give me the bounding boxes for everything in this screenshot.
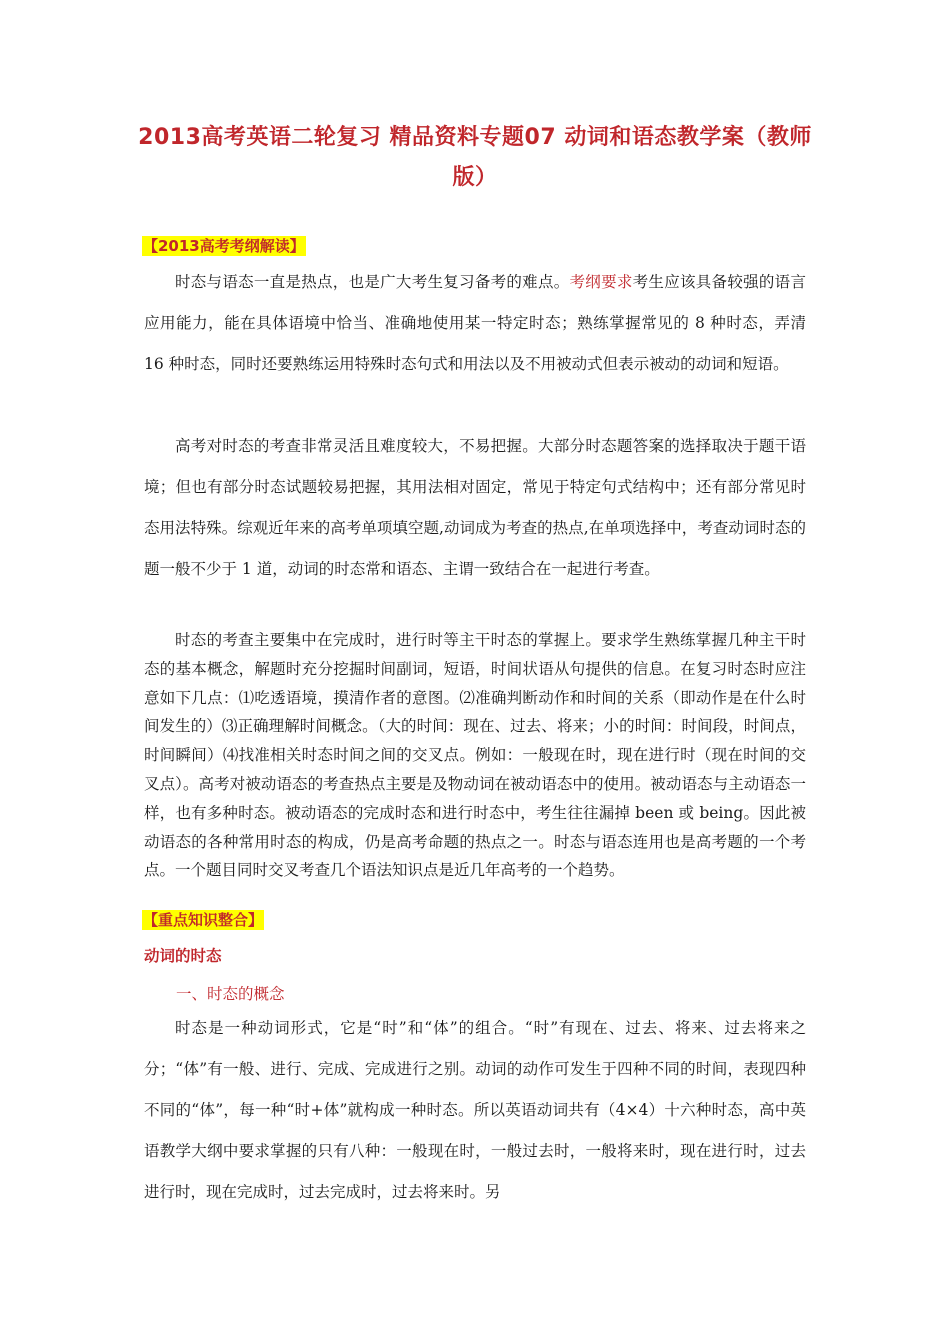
paragraph-tense-concept: 时态是一种动词形式，它是“时”和“体”的组合。“时”有现在、过去、将来、过去将来之分；“体”有一般、进行、完成、完成进行之别。动词的动作可发生于四种不同的时间，表现四种不同的“体”，每一种“时+体”就构成一种时态。所以英语动词共有（4×4）十六种时态，高中英语教学大纲中要求掌握的只有八种：一般现在时，一般过去时，一般将来时，现在进行时，过去进行时，现在完成时，过去完成时，过去将来时。另 <box>144 1019 806 1201</box>
paragraph-exam-focus: 时态的考查主要集中在完成时，进行时等主干时态的掌握上。要求学生熟练掌握几种主干时态的基本概念，解题时充分挖掘时间副词，短语，时间状语从句提供的信息。在复习时态时应注意如下几点：⑴吃透语境，摸清作者的意图。⑵准确判断动作和时间的关系（即动作是在什么时间发生的）⑶正确理解时间概念。（大的时间：现在、过去、将来；小的时间：时间段，时间点，时间瞬间）⑷找准相关时态时间之间的交叉点。例如：一般现在时，现在进行时（现在时间的交叉点）。高考对被动语态的考查热点主要是及物动词在被动语态中的使用。被动语态与主动语态一样，也有多种时态。被动语态的完成时态和进行时态中，考生往往漏掉 been 或 being。因此被动语态的各种常用时态的构成，仍是高考命题的热点之一。时态与语态连用也是高考题的一个考点。一个题目同时交叉考查几个语法知识点是近几年高考的一个趋势。 <box>144 631 806 880</box>
paragraph-intro-before: 时态与语态一直是热点，也是广大考生复习备考的难点。 <box>175 273 570 291</box>
paragraph-intro-after: 考生应该具备较强的语言应用能力，能在具体语境中恰当、准确地使用某一特定时态；熟练掌握常见的 8 种时态，弄清 16 种时态，同时还要熟练运用特殊时态句式和用法以及不用被动式但表示被动的动词和短语。 <box>144 273 806 373</box>
paragraph-intro <box>144 262 806 385</box>
document-title: 2013高考英语二轮复习 精品资料专题07 动词和语态教学案（教师版） <box>138 125 812 190</box>
subheading-tense-concept: 一、时态的概念 <box>176 985 285 1003</box>
paragraph-exam-difficulty: 高考对时态的考查非常灵活且难度较大，不易把握。大部分时态题答案的选择取决于题干语境；但也有部分时态试题较易把握，其用法相对固定，常见于特定句式结构中；还有部分常见时态用法特殊。综观近年来的高考单项填空题,动词成为考查的热点,在单项选择中，考查动词时态的题一般不少于 1 道，动词的时态常和语态、主谓一致结合在一起进行考查。 <box>144 437 806 578</box>
section-tag-syllabus: 【2013高考考纲解读】 <box>143 237 305 255</box>
section-tag-key-knowledge: 【重点知识整合】 <box>143 911 264 929</box>
heading-verb-tenses: 动词的时态 <box>144 947 222 965</box>
syllabus-requirement-highlight: 考纲要求 <box>569 273 633 291</box>
